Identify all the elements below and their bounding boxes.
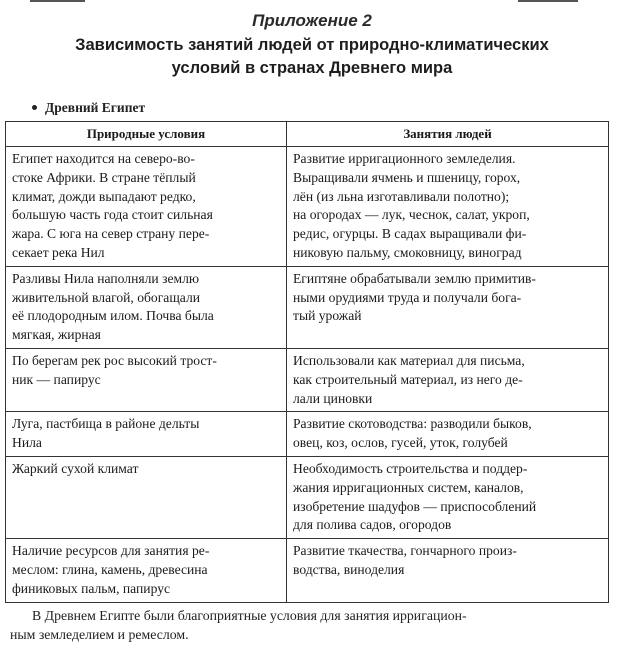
appendix-label: Приложение 2 [252, 11, 372, 30]
activities-cell: Использовали как материал для письма, как строительный материал, из него де- лали циновки [287, 348, 609, 411]
table-header-row [6, 122, 609, 147]
column-header-activities: Занятия людей [287, 122, 609, 147]
activities-cell: Египтяне обрабатывали землю примитив- ными орудиями труда и получали бога- тый урожай [287, 266, 609, 348]
activities-cell: Развитие ирригационного земледелия. Выращивали ячмень и пшеницу, горох, лён (из льна изготавливали полотно); на огородах — лук, чеснок, салат, укроп, редис, огурцы. В садах выращивали фи- никовую пальму, смоковницу, виноград [287, 147, 609, 267]
conditions-cell: Разливы Нила наполняли землю живительной влагой, обогащали её плодородным илом. Почва была мягкая, жирная [6, 266, 287, 348]
column-header-conditions: Природные условия [6, 122, 287, 147]
bullet-icon [32, 105, 37, 110]
section-heading [32, 100, 145, 116]
title-line-1: Зависимость занятий людей от природно-климатических [75, 36, 549, 54]
page-title [40, 34, 584, 80]
table-row [6, 412, 609, 457]
conditions-cell: Наличие ресурсов для занятия ре- меслом: глина, камень, древесина финиковых пальм, папирус [6, 539, 287, 602]
top-rule-right [518, 0, 578, 2]
table-row [6, 456, 609, 538]
table-row [6, 266, 609, 348]
conditions-cell: Египет находится на северо-во- стоке Африки. В стране тёплый климат, дожди выпадают редко, большую часть года стоит сильная жара. С юга на север страну пере- секает река Нил [6, 147, 287, 267]
table-row [6, 539, 609, 602]
conditions-cell: Луга, пастбища в районе дельты Нила [6, 412, 287, 457]
conditions-cell: Жаркий сухой климат [6, 456, 287, 538]
table-row [6, 147, 609, 267]
conditions-cell: По берегам рек рос высокий трост- ник — папирус [6, 348, 287, 411]
conditions-table [5, 121, 609, 603]
title-line-2: условий в странах Древнего мира [171, 59, 453, 77]
activities-cell: Развитие ткачества, гончарного произ- водства, виноделия [287, 539, 609, 602]
table-row [6, 348, 609, 411]
conclusion-text: В Древнем Египте были благоприятные условия для занятия ирригацион- ным земледелием и ремеслом. [10, 608, 467, 642]
section-label: Древний Египет [45, 100, 146, 115]
activities-cell: Развитие скотоводства: разводили быков, овец, коз, ослов, гусей, уток, голубей [287, 412, 609, 457]
activities-cell: Необходимость строительства и поддер- жания ирригационных систем, каналов, изобретение шадуфов — приспособлений для полива садов, огородов [287, 456, 609, 538]
top-rule-left [30, 0, 85, 2]
